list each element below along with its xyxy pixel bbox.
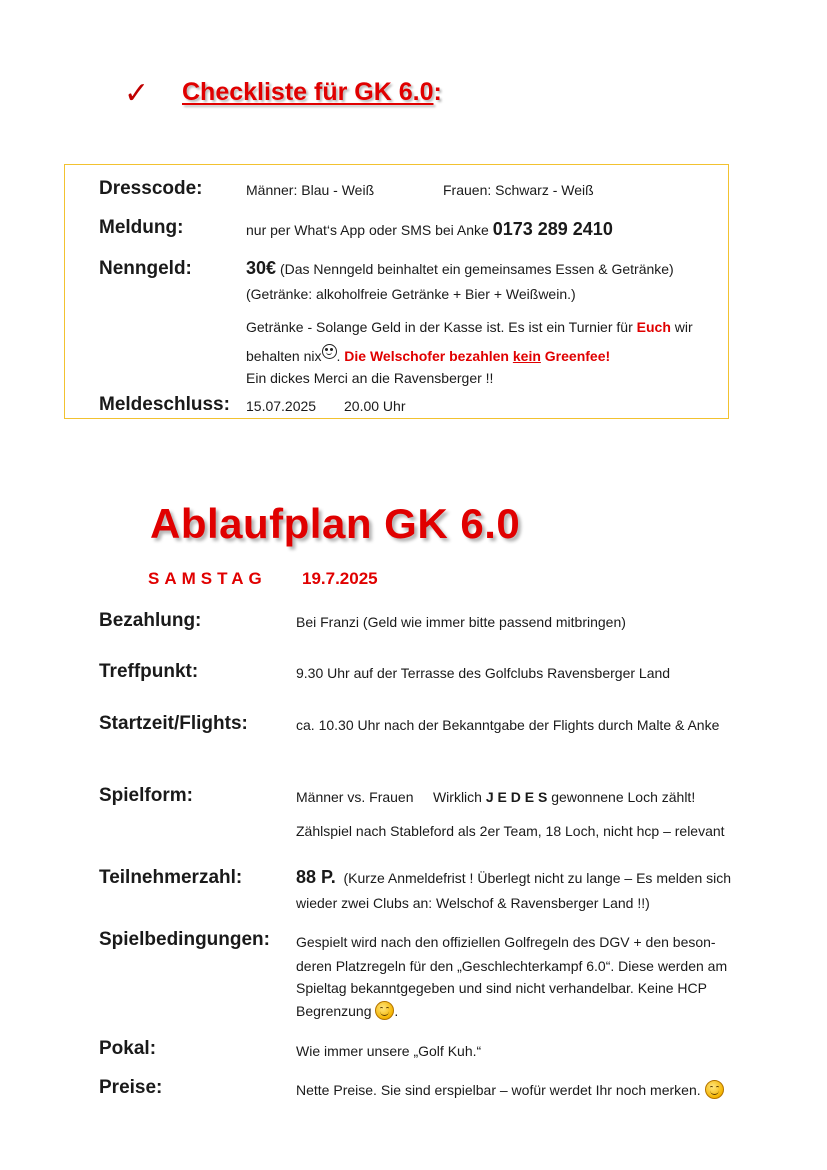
preise-label: Preise:	[99, 1077, 163, 1098]
meldeschluss-label: Meldeschluss:	[99, 394, 230, 415]
nenngeld-amount: 30€	[246, 258, 277, 278]
pokal-label: Pokal:	[99, 1038, 157, 1059]
nenngeld-label: Nenngeld:	[99, 258, 192, 279]
teilnehmer-label: Teilnehmerzahl:	[99, 867, 243, 888]
nenngeld-drinks: (Getränke: alkoholfreie Getränke + Bier + Weißwein.)	[246, 286, 576, 302]
bezahlung-label: Bezahlung:	[99, 610, 202, 631]
startzeit-label: Startzeit/Flights:	[99, 713, 248, 734]
bezahlung-text: Bei Franzi (Geld wie immer bitte passend mitbringen)	[296, 614, 626, 630]
checkmark-icon: ✓	[124, 76, 150, 111]
treffpunkt-text: 9.30 Uhr auf der Terrasse des Golfclubs Ravensberger Land	[296, 665, 671, 681]
bedingungen-line4: Begrenzung .	[296, 1003, 399, 1019]
startzeit-text: ca. 10.30 Uhr nach der Bekanntgabe der Flights durch Malte & Anke	[296, 717, 720, 733]
bedingungen-label: Spielbedingungen:	[99, 929, 270, 950]
spielform-line2: Zählspiel nach Stableford als 2er Team, 18 Loch, nicht hcp – relevant	[296, 823, 725, 839]
phone-number: 0173 289 2410	[492, 219, 613, 239]
bedingungen-line3: Spieltag bekanntgegeben und sind nicht verhandelbar. Keine HCP	[296, 980, 707, 996]
meldung-label: Meldung:	[99, 217, 184, 238]
day-label: SAMSTAG	[148, 569, 267, 588]
meldung-text: nur per What‘s App oder SMS bei Anke 0173 289 2410	[246, 219, 613, 239]
event-date: 19.7.2025	[302, 569, 378, 588]
teilnehmer-line1: 88 P. (Kurze Anmeldefrist ! Überlegt nicht zu lange – Es melden sich	[296, 867, 732, 887]
dresscode-women: Frauen: Schwarz - Weiß	[443, 182, 594, 198]
checklist-title: Checkliste für GK 6.0:	[182, 78, 442, 106]
nenngeld-amount-line: 30€ (Das Nenngeld beinhaltet ein gemeinsames Essen & Getränke)	[246, 258, 674, 278]
smiley-emoji-icon	[705, 1080, 724, 1099]
ablaufplan-title: Ablaufplan GK 6.0	[150, 500, 521, 547]
nenngeld-line5: Ein dickes Merci an die Ravensberger !!	[246, 370, 494, 386]
smiley-emoji-icon	[375, 1001, 394, 1020]
nenngeld-line3: Getränke - Solange Geld in der Kasse ist. Es ist ein Turnier für Euch wir	[246, 319, 693, 335]
teilnehmer-count: 88 P.	[296, 867, 336, 887]
preise-text: Nette Preise. Sie sind erspielbar – wofür werdet Ihr noch merken.	[296, 1079, 724, 1101]
spielform-line1: Männer vs. Frauen Wirklich J E D E S gewonnene Loch zählt!	[296, 789, 696, 805]
teilnehmer-line2: wieder zwei Clubs an: Welschof & Ravensberger Land !!)	[296, 895, 650, 911]
dresscode-men: Männer: Blau - Weiß	[246, 182, 375, 198]
dresscode-label: Dresscode:	[99, 178, 203, 199]
meldeschluss-time: 20.00 Uhr	[344, 398, 406, 414]
spielform-label: Spielform:	[99, 785, 193, 806]
nenngeld-line4: behalten nix . Die Welschofer bezahlen kein Greenfee!	[246, 344, 610, 364]
treffpunkt-label: Treffpunkt:	[99, 661, 199, 682]
pokal-text: Wie immer unsere „Golf Kuh.“	[296, 1043, 482, 1059]
meldeschluss-date: 15.07.2025	[246, 398, 317, 414]
bedingungen-line1: Gespielt wird nach den offiziellen Golfregeln des DGV + den beson-	[296, 934, 716, 950]
bedingungen-line2: deren Platzregeln für den „Geschlechterkampf 6.0“. Diese werden am	[296, 958, 728, 974]
smiley-icon	[322, 344, 337, 359]
